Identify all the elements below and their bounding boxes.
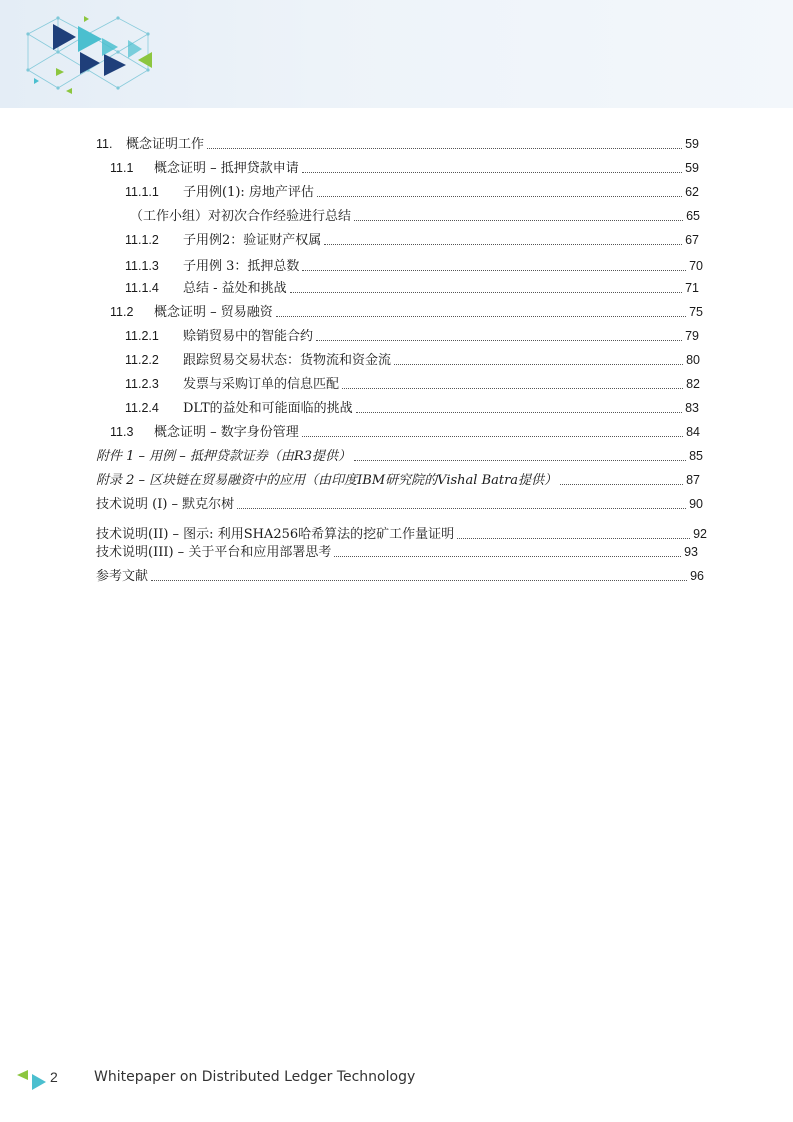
toc-page-number: 96 <box>690 569 704 583</box>
toc-entry[interactable] <box>125 258 703 275</box>
toc-entry[interactable] <box>125 232 699 249</box>
toc-dot-leader <box>317 196 682 197</box>
toc-dot-leader <box>207 148 682 149</box>
toc-entry[interactable] <box>125 184 699 201</box>
toc-entry[interactable] <box>96 136 699 153</box>
toc-number: 11.2.4 <box>125 401 159 415</box>
toc-dot-leader <box>302 270 686 271</box>
toc-dot-leader <box>356 412 682 413</box>
toc-page-number: 67 <box>685 233 699 247</box>
toc-number: 11.2.1 <box>125 329 159 343</box>
triangle-pattern-logo <box>18 12 168 102</box>
toc-dot-leader <box>290 292 682 293</box>
toc-dot-leader <box>316 340 682 341</box>
toc-title: 附件 1 – 用例 – 抵押贷款证券（由R3提供） <box>96 449 351 464</box>
toc-page-number: 65 <box>686 209 700 223</box>
toc-entry[interactable] <box>125 376 700 393</box>
toc-dot-leader <box>560 484 683 485</box>
toc-page-number: 62 <box>685 185 699 199</box>
toc-title: 参考文献 <box>96 569 149 584</box>
toc-dot-leader <box>354 460 686 461</box>
toc-number: 11.1.4 <box>125 281 159 295</box>
toc-dot-leader <box>302 436 683 437</box>
toc-page-number: 71 <box>685 281 699 295</box>
toc-entry[interactable] <box>96 544 698 561</box>
toc-title: （工作小组）对初次合作经验进行总结 <box>130 209 352 224</box>
toc-page-number: 82 <box>686 377 700 391</box>
toc-title: 赊销贸易中的智能合约 <box>183 329 314 344</box>
toc-entry[interactable] <box>96 472 700 489</box>
toc-entry[interactable] <box>110 160 699 177</box>
footer-title: Whitepaper on Distributed Ledger Technology <box>94 1069 416 1085</box>
toc-entry[interactable] <box>96 526 707 543</box>
toc-number: 11.2.2 <box>125 353 159 367</box>
toc-number: 11.1.1 <box>125 185 159 199</box>
toc-page-number: 79 <box>685 329 699 343</box>
toc-title: 技术说明 (I) – 默克尔树 <box>96 497 235 512</box>
toc-dot-leader <box>237 508 686 509</box>
toc-dot-leader <box>342 388 683 389</box>
toc-dot-leader <box>354 220 683 221</box>
toc-entry[interactable] <box>125 400 699 417</box>
toc-title: DLT的益处和可能面临的挑战 <box>183 401 353 416</box>
toc-page-number: 59 <box>685 161 699 175</box>
toc-number: 11.1.2 <box>125 233 159 247</box>
toc-number: 11. <box>96 137 113 151</box>
toc-entry[interactable] <box>125 352 700 369</box>
toc-title: 跟踪贸易交易状态：货物流和资金流 <box>183 353 392 368</box>
triangle-arrow-icon <box>16 1066 48 1090</box>
toc-entry[interactable] <box>96 568 704 585</box>
toc-dot-leader <box>394 364 683 365</box>
toc-page-number: 84 <box>686 425 700 439</box>
toc-title: 发票与采购订单的信息匹配 <box>183 377 340 392</box>
toc-dot-leader <box>302 172 682 173</box>
toc-page-number: 70 <box>689 259 703 273</box>
toc-page-number: 75 <box>689 305 703 319</box>
toc-entry[interactable] <box>130 208 700 225</box>
toc-page-number: 90 <box>689 497 703 511</box>
toc-page-number: 87 <box>686 473 700 487</box>
toc-dot-leader <box>151 580 687 581</box>
toc-page-number: 59 <box>685 137 699 151</box>
toc-page-number: 92 <box>693 527 707 541</box>
toc-number: 11.2.3 <box>125 377 159 391</box>
toc-title: 技术说明(II) – 图示: 利用SHA256哈希算法的挖矿工作量证明 <box>96 527 455 542</box>
toc-title: 子用例 3：抵押总数 <box>183 259 300 274</box>
toc-page-number: 83 <box>685 401 699 415</box>
toc-dot-leader <box>334 556 681 557</box>
page-footer <box>0 1060 793 1100</box>
toc-entry[interactable] <box>125 280 699 297</box>
toc-entry[interactable] <box>110 304 703 321</box>
toc-number: 11.2 <box>110 305 134 319</box>
toc-title: 概念证明工作 <box>126 137 205 152</box>
toc-dot-leader <box>276 316 686 317</box>
toc-number: 11.1.3 <box>125 259 159 273</box>
toc-dot-leader <box>457 538 690 539</box>
toc-page-number: 93 <box>684 545 698 559</box>
toc-title: 概念证明 – 贸易融资 <box>154 305 273 320</box>
toc-title: 附录 2 – 区块链在贸易融资中的应用（由印度IBM研究院的Vishal Batra提供） <box>96 473 558 488</box>
footer-page-number: 2 <box>50 1069 58 1085</box>
toc-title: 总结 - 益处和挑战 <box>183 281 287 296</box>
toc-number: 11.1 <box>110 161 134 175</box>
toc-title: 概念证明 – 数字身份管理 <box>154 425 299 440</box>
toc-number: 11.3 <box>110 425 134 439</box>
header-band <box>0 0 793 108</box>
toc-title: 技术说明(III) – 关于平台和应用部署思考 <box>96 545 332 560</box>
toc-title: 子用例2：验证财产权属 <box>183 233 322 248</box>
toc-entry[interactable] <box>125 328 699 345</box>
toc-entry[interactable] <box>110 424 700 441</box>
toc-page-number: 80 <box>686 353 700 367</box>
toc-entry[interactable] <box>96 448 703 465</box>
toc-entry[interactable] <box>96 496 703 513</box>
toc-page-number: 85 <box>689 449 703 463</box>
toc-title: 子用例(1): 房地产评估 <box>183 185 314 200</box>
toc-dot-leader <box>324 244 682 245</box>
toc-title: 概念证明 – 抵押贷款申请 <box>154 161 299 176</box>
